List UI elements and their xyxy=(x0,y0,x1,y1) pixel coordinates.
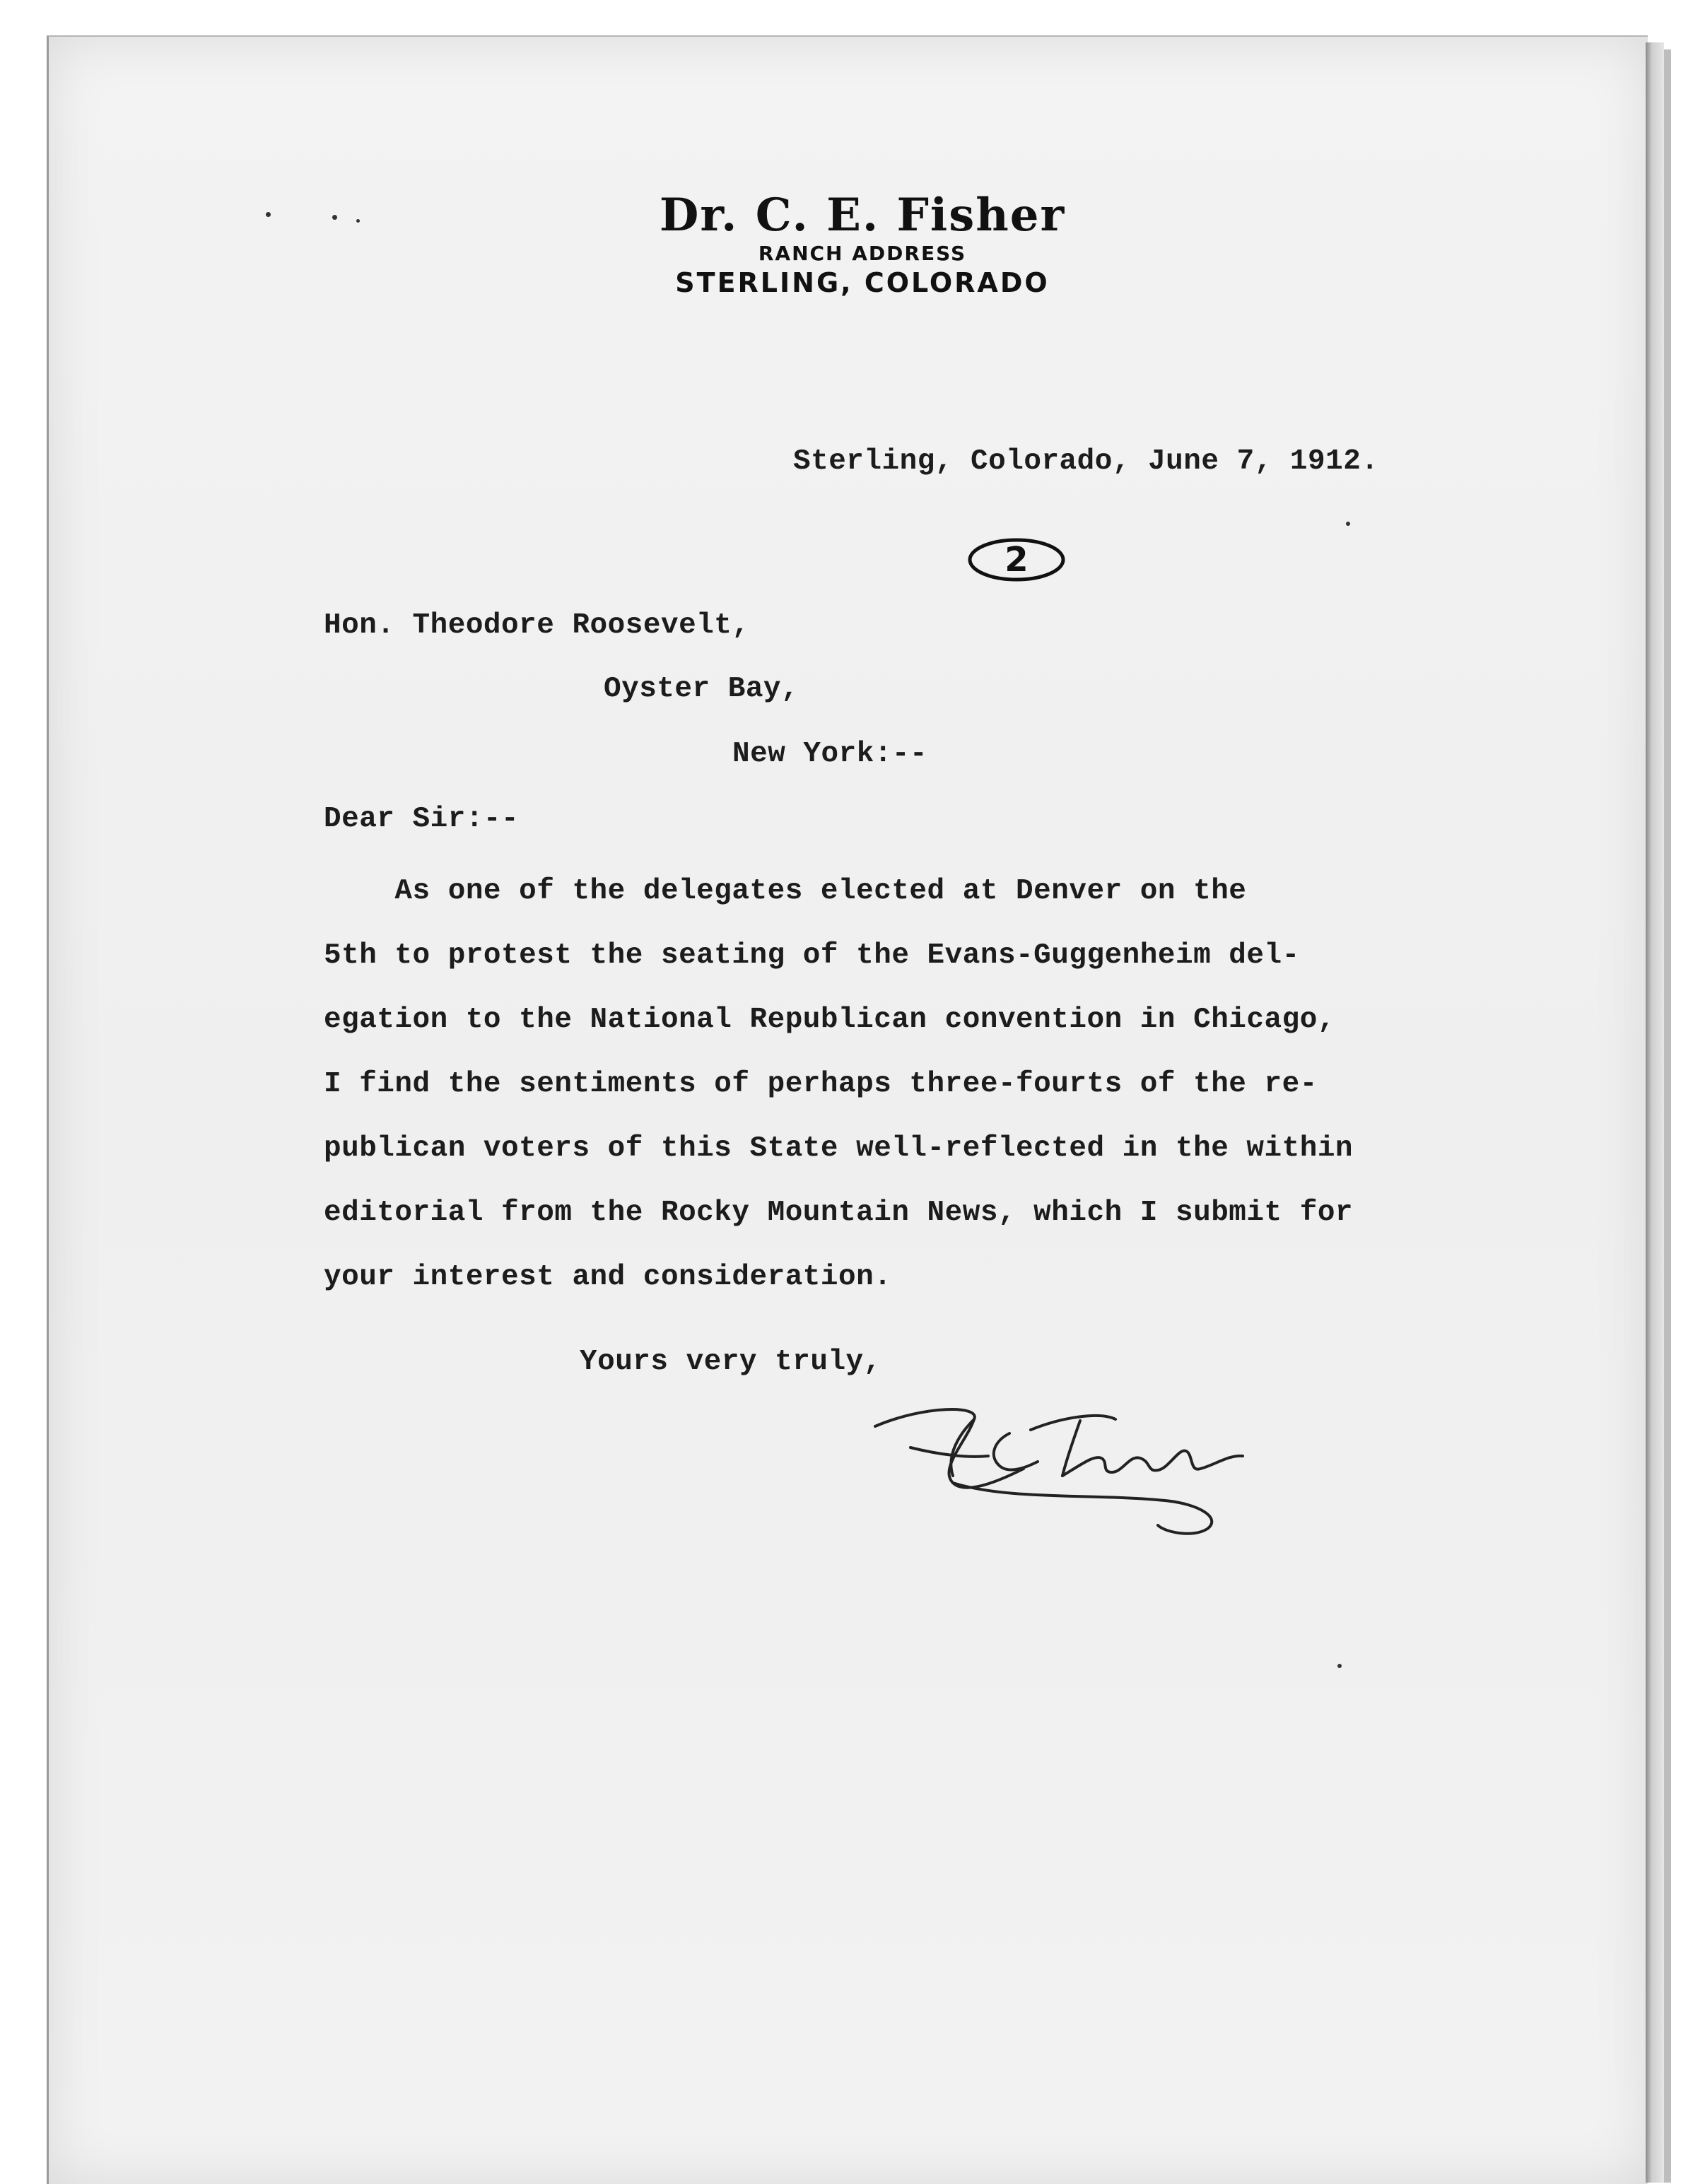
circled-number-text: 2 xyxy=(1004,540,1029,580)
signature-text: C. E. Fisher xyxy=(1064,1539,1068,1540)
paper-speck xyxy=(1346,522,1350,526)
body-line: As one of the delegates elected at Denver on the xyxy=(324,875,1247,908)
sheet-edge-shadow-2 xyxy=(1664,49,1671,2183)
sheet-edge-shadow xyxy=(1646,42,1664,2183)
body-line: 5th to protest the seating of the Evans-Guggenheim del- xyxy=(324,939,1300,972)
letter-body xyxy=(324,859,1448,1310)
letterhead-city: STERLING, COLORADO xyxy=(675,267,1050,298)
handwritten-signature xyxy=(868,1377,1264,1546)
body-line: editorial from the Rocky Mountain News, which I submit for xyxy=(324,1197,1354,1229)
recipient-name: Hon. Theodore Roosevelt, xyxy=(324,609,750,642)
letterhead xyxy=(608,189,1117,300)
body-line: egation to the National Republican convention in Chicago, xyxy=(324,1004,1335,1036)
salutation: Dear Sir:-- xyxy=(324,803,520,835)
recipient-state: New York:-- xyxy=(732,738,928,770)
circled-page-number xyxy=(963,534,1069,584)
closing: Yours very truly, xyxy=(580,1346,881,1378)
dateline: Sterling, Colorado, June 7, 1912. xyxy=(793,445,1379,478)
recipient-town: Oyster Bay, xyxy=(604,673,799,705)
paper-speck xyxy=(1337,1664,1342,1668)
body-line: publican voters of this State well-reflected in the within xyxy=(324,1132,1354,1165)
body-line: I find the sentiments of perhaps three-fourts of the re- xyxy=(324,1068,1318,1100)
paper-speck xyxy=(266,212,271,217)
letterhead-ranch-address: RANCH ADDRESS xyxy=(758,242,967,265)
paper-speck xyxy=(332,215,337,220)
paper-speck xyxy=(356,219,360,223)
letterhead-name: Dr. C. E. Fisher xyxy=(659,189,1066,242)
body-line: your interest and consideration. xyxy=(324,1261,892,1293)
